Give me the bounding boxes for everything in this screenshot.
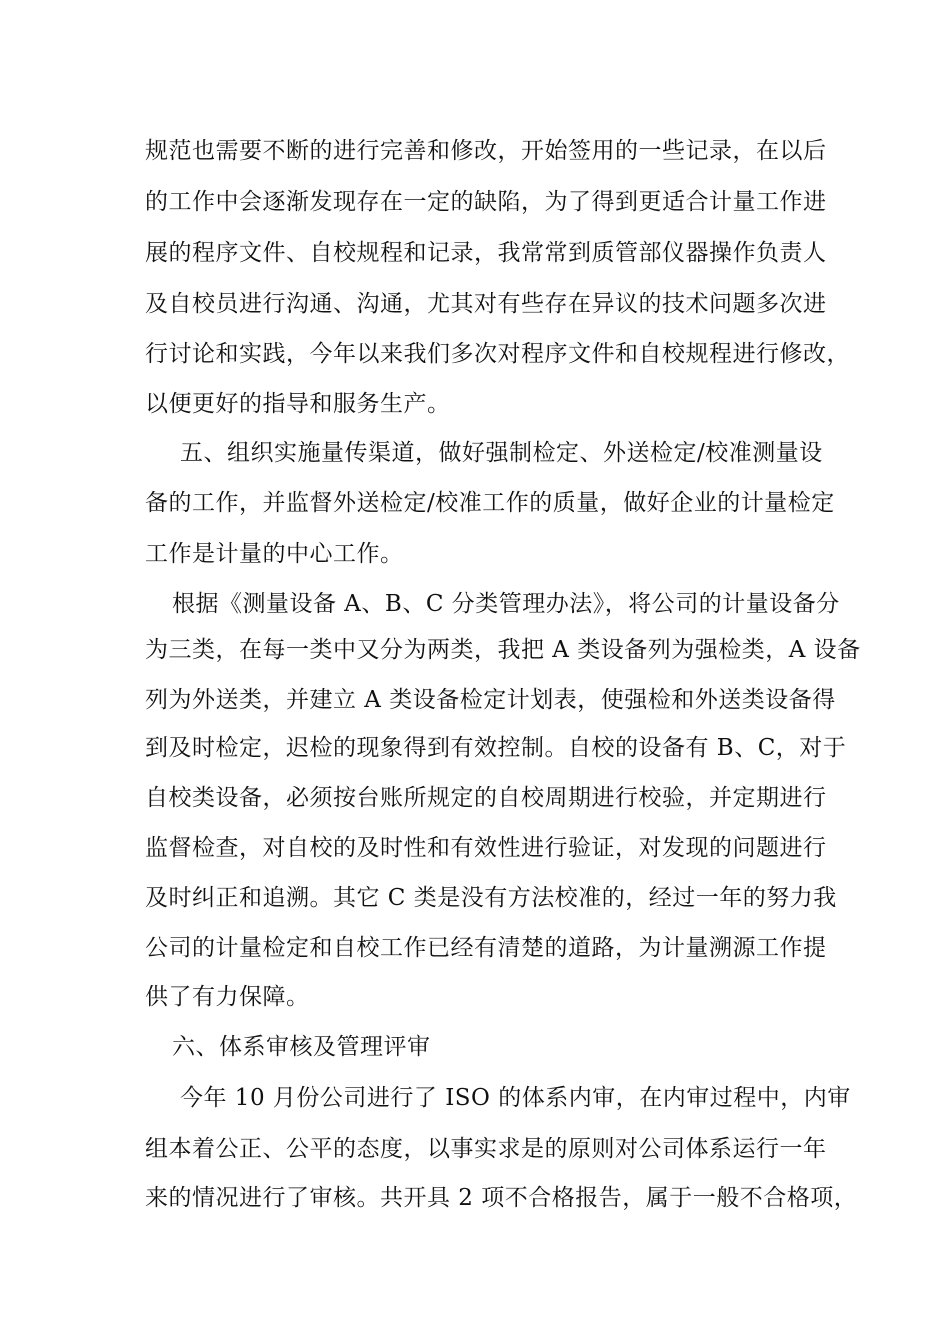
text-line: 监督检查，对自校的及时性和有效性进行验证，对发现的问题进行	[145, 835, 827, 861]
text-line: 自校类设备，必须按台账所规定的自校周期进行校验，并定期进行	[145, 785, 827, 811]
text-line: 及时纠正和追溯。其它 C 类是没有方法校准的，经过一年的努力我	[145, 885, 837, 911]
text-line: 以便更好的指导和服务生产。	[145, 391, 451, 417]
section-six-heading: 六、体系审核及管理评审	[172, 1034, 431, 1060]
text-line: 规范也需要不断的进行完善和修改，开始签用的一些记录，在以后	[145, 138, 827, 164]
text-line: 到及时检定，迟检的现象得到有效控制。自校的设备有 B、C，对于	[145, 735, 847, 761]
text-line: 组本着公正、公平的态度，以事实求是的原则对公司体系运行一年	[145, 1136, 827, 1162]
text-line: 供了有力保障。	[145, 984, 310, 1010]
text-line: 为三类，在每一类中又分为两类，我把 A 类设备列为强检类，A 设备	[145, 637, 861, 663]
paragraph-start-line: 根据《测量设备 A、B、C 分类管理办法》，将公司的计量设备分	[172, 591, 840, 617]
text-line: 及自校员进行沟通、沟通，尤其对有些存在异议的技术问题多次进	[145, 291, 827, 317]
text-line: 公司的计量检定和自校工作已经有清楚的道路，为计量溯源工作提	[145, 935, 827, 961]
text-line: 工作是计量的中心工作。	[145, 541, 404, 567]
text-line: 行讨论和实践，今年以来我们多次对程序文件和自校规程进行修改，	[145, 341, 850, 367]
text-line: 列为外送类，并建立 A 类设备检定计划表，使强检和外送类设备得	[145, 687, 836, 713]
text-line: 来的情况进行了审核。共开具 2 项不合格报告，属于一般不合格项，	[145, 1185, 858, 1211]
text-line: 备的工作，并监督外送检定/校准工作的质量，做好企业的计量检定	[145, 490, 835, 516]
paragraph-start-line: 今年 10 月份公司进行了 ISO 的体系内审，在内审过程中，内审	[180, 1085, 851, 1111]
text-line: 展的程序文件、自校规程和记录，我常常到质管部仪器操作负责人	[145, 240, 827, 266]
text-line: 的工作中会逐渐发现存在一定的缺陷，为了得到更适合计量工作进	[145, 189, 827, 215]
section-five-heading-line: 五、组织实施量传渠道，做好强制检定、外送检定/校准测量设	[180, 440, 823, 466]
